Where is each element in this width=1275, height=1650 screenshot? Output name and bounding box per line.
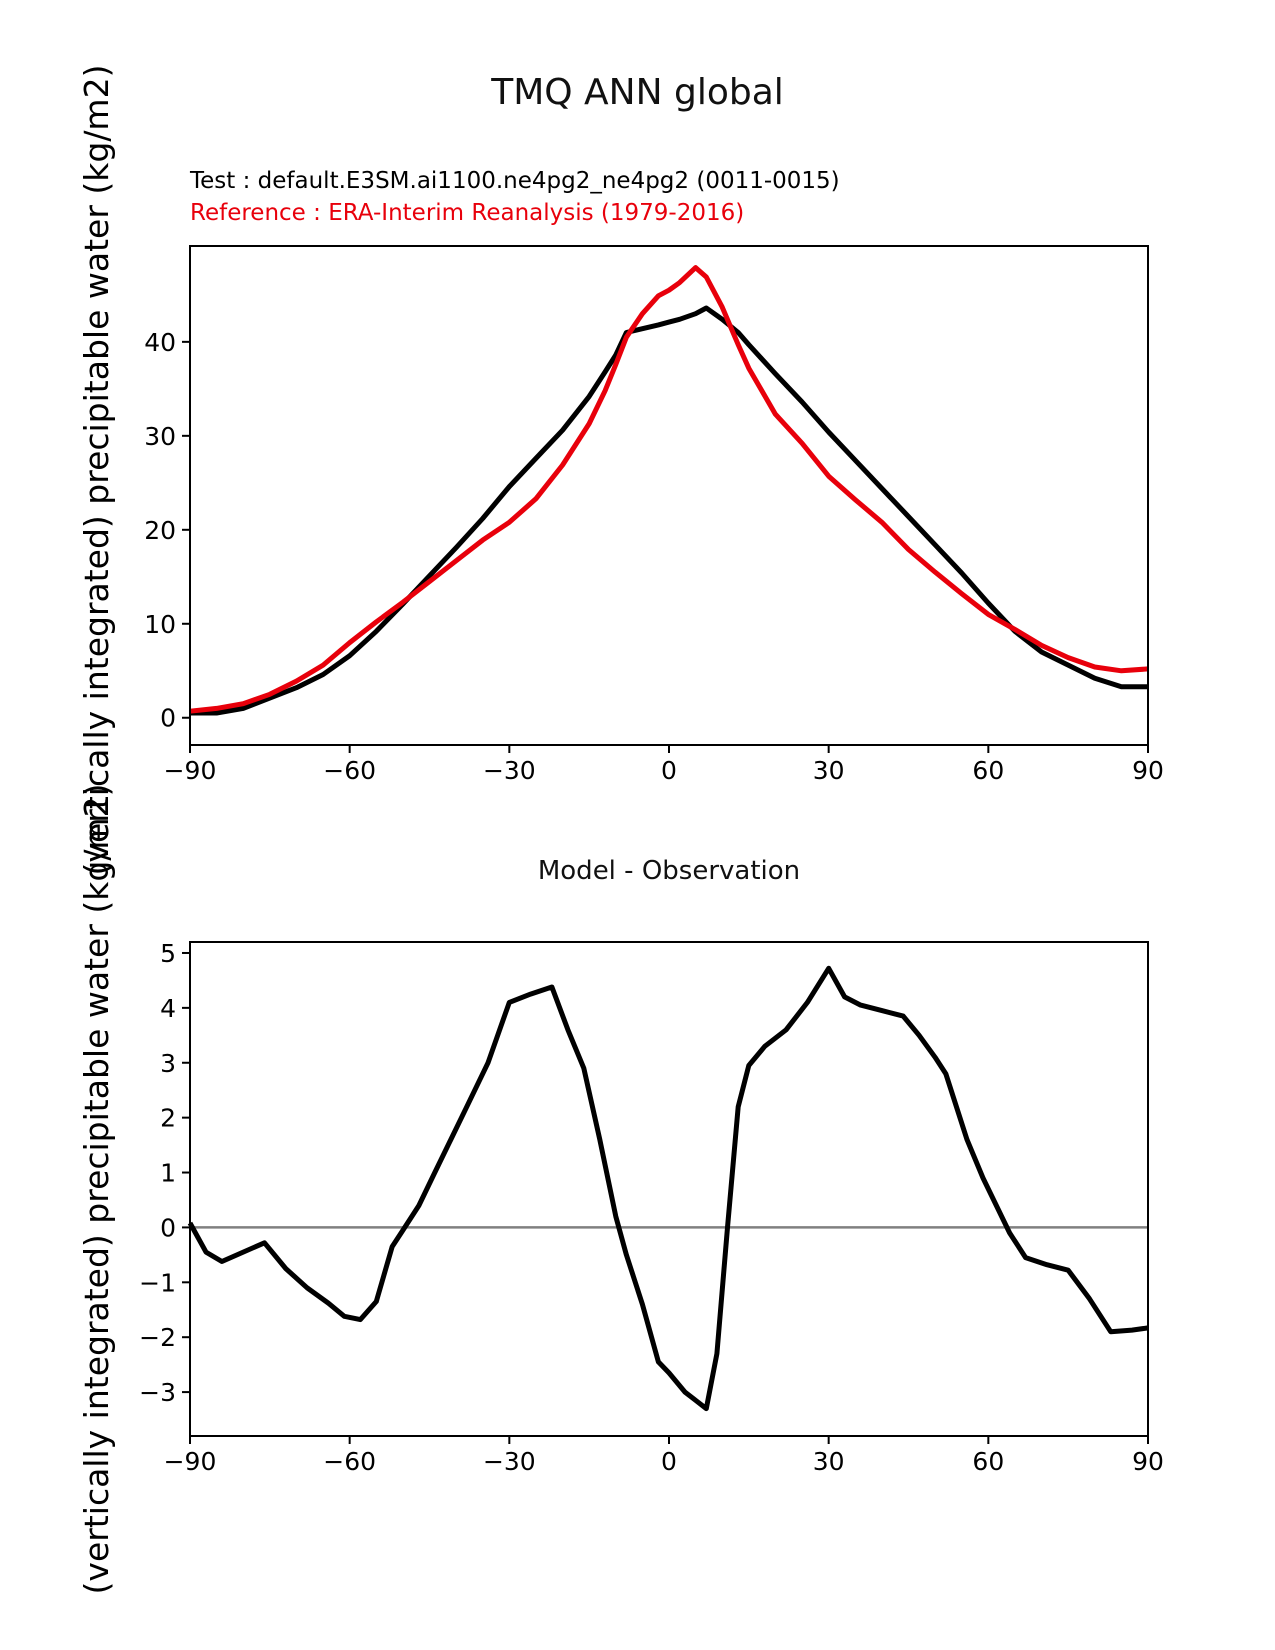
bottom-y-axis-label: (vertically integrated) precipitable water (kg/m2) (77, 783, 116, 1595)
x-tick-label: 90 (1132, 1447, 1164, 1476)
x-tick-label: 60 (972, 756, 1005, 785)
x-tick-label: 30 (812, 756, 845, 785)
top-y-axis-label: (vertically integrated) precipitable water (kg/m2) (77, 64, 116, 876)
x-tick-label: −60 (323, 1447, 377, 1476)
x-tick-label: −30 (482, 756, 536, 785)
y-tick-label: 40 (144, 327, 176, 357)
test-curve (190, 308, 1148, 713)
x-tick-label: −30 (482, 1447, 536, 1476)
x-tick-label: −90 (163, 756, 217, 785)
y-tick-label: −3 (139, 1378, 176, 1408)
x-tick-label: 0 (661, 756, 677, 785)
x-tick-label: −60 (323, 756, 377, 785)
y-tick-label: 0 (160, 1213, 176, 1243)
page-title: TMQ ANN global (491, 72, 784, 113)
difference-panel-title: Model - Observation (537, 856, 801, 886)
reference-curve (190, 268, 1148, 712)
axes-spines (190, 942, 1148, 1436)
y-tick-label: 5 (160, 938, 176, 968)
x-tick-label: 30 (812, 1447, 845, 1476)
y-tick-label: 3 (160, 1048, 176, 1078)
y-tick-label: 1 (160, 1158, 176, 1188)
x-tick-label: 60 (972, 1447, 1005, 1476)
y-tick-label: 0 (160, 703, 176, 733)
reference-dataset-label: Reference : ERA-Interim Reanalysis (1979-2016) (190, 200, 745, 226)
y-tick-label: 10 (144, 609, 176, 639)
y-tick-label: 30 (144, 421, 176, 451)
y-tick-label: 4 (160, 993, 176, 1023)
x-tick-label: 0 (661, 1447, 677, 1476)
x-tick-label: −90 (163, 1447, 217, 1476)
y-tick-label: 20 (144, 515, 176, 545)
difference-curve (190, 968, 1148, 1408)
y-tick-label: −1 (139, 1268, 176, 1298)
test-dataset-label: Test : default.E3SM.ai1100.ne4pg2_ne4pg2 (0011-0015) (190, 168, 840, 194)
x-tick-label: 90 (1132, 756, 1164, 785)
y-tick-label: −2 (139, 1323, 176, 1353)
y-tick-label: 2 (160, 1103, 176, 1133)
